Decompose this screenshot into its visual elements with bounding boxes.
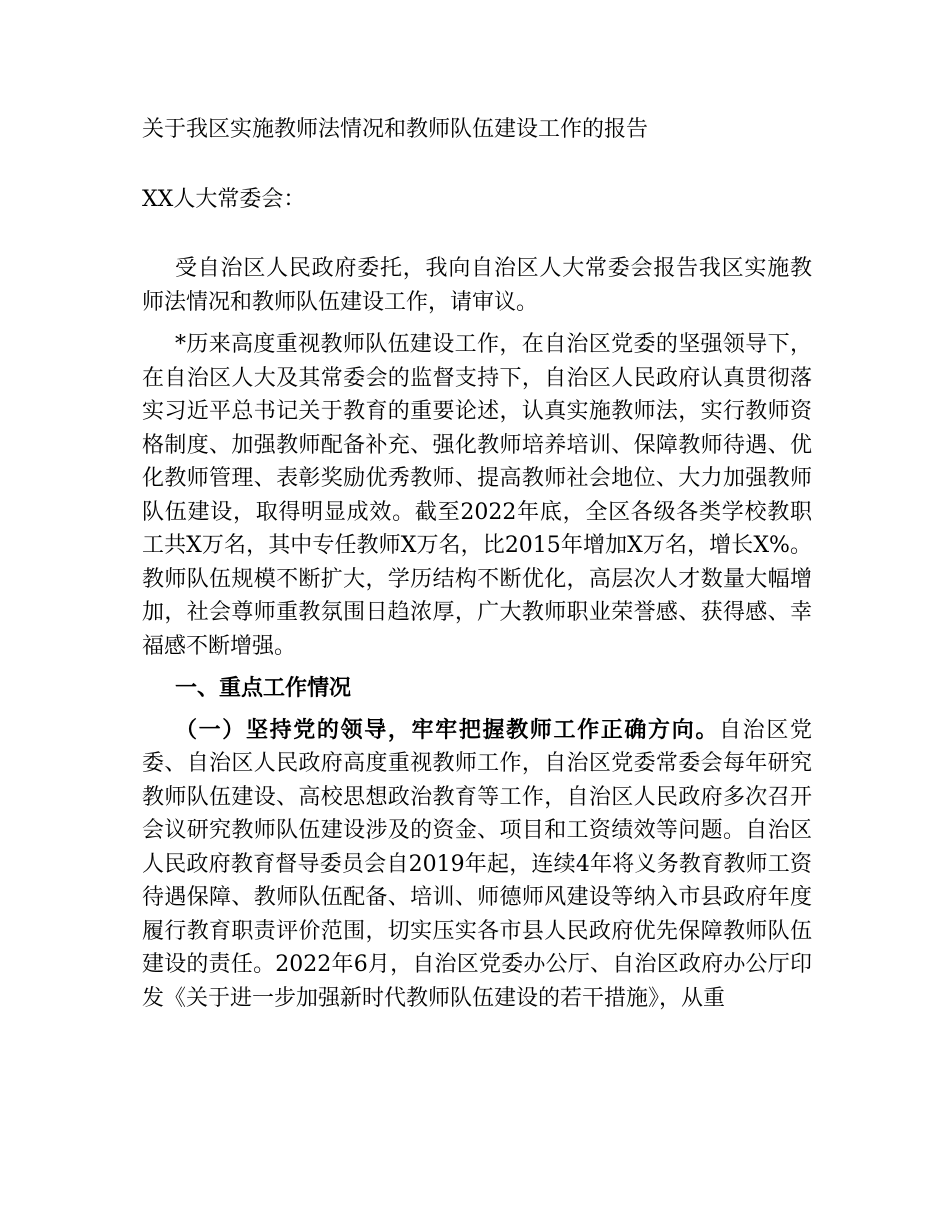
salutation: XX人大常委会： — [142, 187, 306, 212]
document-body — [142, 252, 812, 1024]
subsection-text: 自治区党委、自治区人民政府高度重视教师工作，自治区党委常委会每年研究教师队伍建设、高校思想政治教育等工作，自治区人民政府多次召开会议研究教师队伍建设涉及的资金、项目和工资绩效等问题。自治区人民政府教育督导委员会自2019年起，连续4年将义务教育教师工资待遇保障、教师队伍配备、培训、师德师风建设等纳入市县政府年度履行教育职责评价范围，切实压实各市县人民政府优先保障教师队伍建设的责任。2022年6月，自治区党委办公厅、自治区政府办公厅印发《关于进一步加强新时代教师队伍建设的若干措施》，从重 — [142, 717, 812, 1011]
section-heading: 一、重点工作情况 — [175, 676, 352, 701]
subsection-paragraph — [142, 714, 812, 1016]
paragraph-intro: 受自治区人民政府委托，我向自治区人大常委会报告我区实施教师法情况和教师队伍建设工作，请审议。 — [142, 256, 812, 315]
document-title: 关于我区实施教师法情况和教师队伍建设工作的报告 — [142, 117, 649, 142]
document-content — [142, 112, 812, 1011]
paragraph-overview: *历来高度重视教师队伍建设工作，在自治区党委的坚强领导下，在自治区人大及其常委会的监督支持下，自治区人民政府认真贯彻落实习近平总书记关于教育的重要论述，认真实施教师法，实行教师资格制度、加强教师配备补充、强化教师培养培训、保障教师待遇、优化教师管理、表彰奖励优秀教师、提高教师社会地位、大力加强教师队伍建设，取得明显成效。截至2022年底，全区各级各类学校教职工共X万名，其中专任教师X万名，比2015年增加X万名，增长X%。教师队伍规模不断扩大，学历结构不断优化，高层次人才数量大幅增加，社会尊师重教氛围日趋浓厚，广大教师职业荣誉感、获得感、幸福感不断增强。 — [142, 332, 812, 659]
subsection-lead: （一）坚持党的领导，牢牢把握教师工作正确方向。 — [175, 717, 720, 743]
